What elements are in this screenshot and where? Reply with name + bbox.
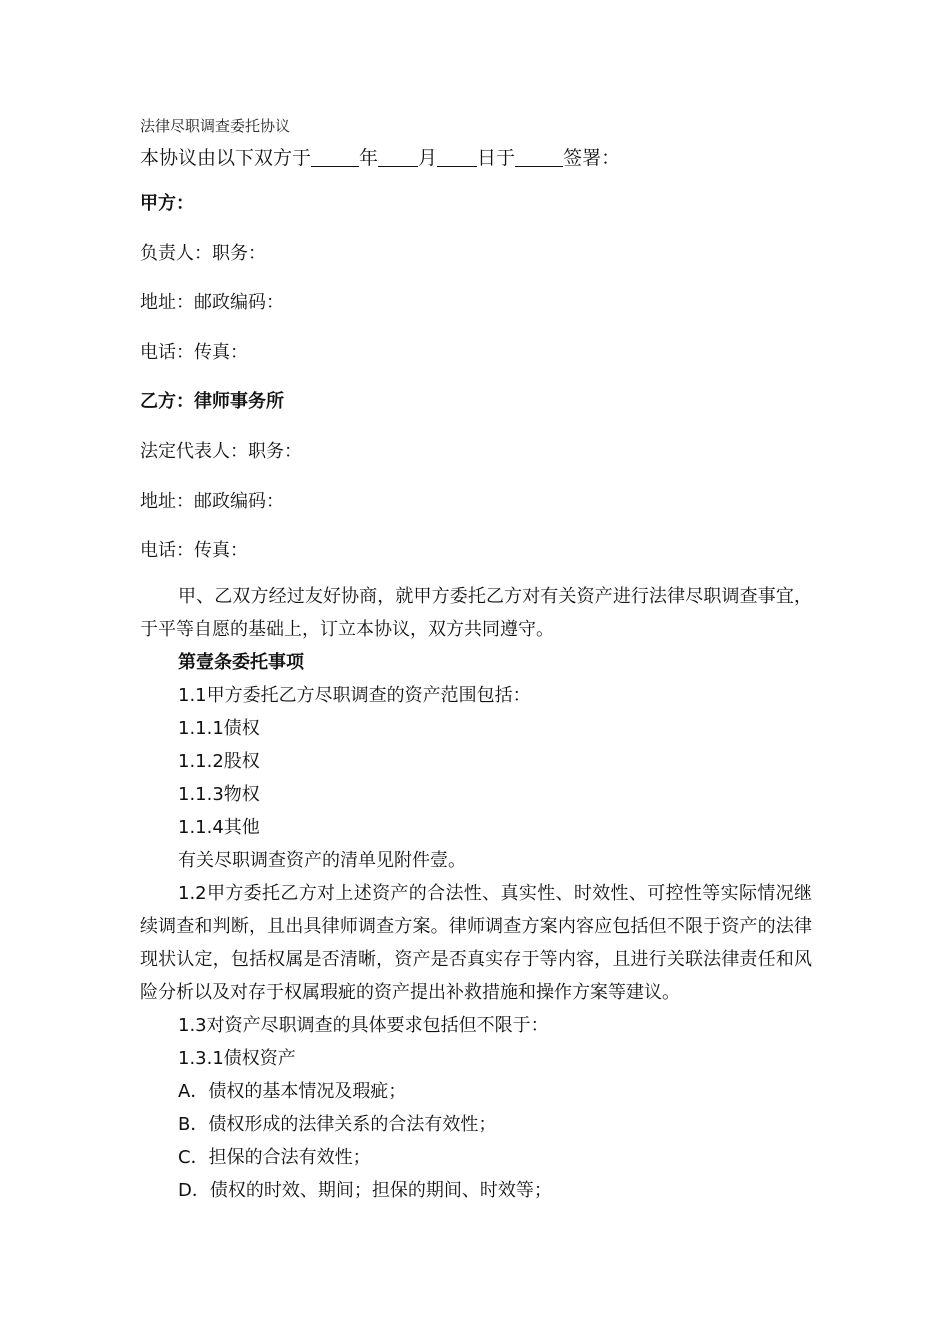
document-title: 法律尽职调查委托协议 xyxy=(140,117,291,135)
list-item: A．债权的基本情况及瑕疵； xyxy=(178,1080,407,1102)
article-1-heading: 第壹条委托事项 xyxy=(178,651,304,673)
month-label: 月 xyxy=(418,147,438,169)
document-page xyxy=(140,112,812,1207)
month-blank xyxy=(378,144,418,167)
intro-paragraph: 甲、乙双方经过友好协商，就甲方委托乙方对有关资产进行法律尽职调查事宜，于平等自愿的基础上，订立本协议，双方共同遵守。 xyxy=(140,585,812,640)
party-a-address: 地址：邮政编码： xyxy=(140,292,284,314)
day-label: 日于 xyxy=(477,147,516,169)
list-item: C．担保的合法有效性； xyxy=(178,1146,371,1168)
list-item: D．债权的时效、期间；担保的期间、时效等； xyxy=(178,1179,552,1201)
year-blank xyxy=(311,144,359,167)
signing-prefix: 本协议由以下双方于 xyxy=(140,147,312,169)
list-item: 1.3.1债权资产 xyxy=(178,1047,296,1069)
list-item: 1.1甲方委托乙方尽职调查的资产范围包括： xyxy=(178,684,531,706)
list-item: 1.1.1债权 xyxy=(178,717,260,739)
party-b-representative: 法定代表人：职务： xyxy=(140,440,302,462)
party-a-heading: 甲方： xyxy=(140,193,194,214)
day-blank xyxy=(437,144,477,167)
party-a-phone: 电话：传真： xyxy=(140,341,248,363)
clause-1-2-paragraph: 1.2甲方委托乙方对上述资产的合法性、真实性、时效性、可控性等实际情况继续调查和判断，且出具律师调查方案。律师调查方案内容应包括但不限于资产的法律现状认定，包括权属是否清晰，资产是否真实存于等内容，且进行关联法律责任和风险分析以及对存于权属瑕疵的资产提出补救措施和操作方案等建议。 xyxy=(140,882,812,1003)
signing-statement xyxy=(140,140,812,176)
list-item: 有关尽职调查资产的清单见附件壹。 xyxy=(178,849,466,871)
party-b-phone: 电话：传真： xyxy=(140,540,248,562)
list-item: B．债权形成的法律关系的合法有效性； xyxy=(178,1113,497,1135)
agreement-body xyxy=(140,580,812,1207)
list-item: 1.1.4其他 xyxy=(178,816,260,838)
year-label: 年 xyxy=(359,147,379,169)
place-blank xyxy=(515,144,563,167)
list-item: 1.1.3物权 xyxy=(178,783,260,805)
signing-suffix: 签署： xyxy=(563,147,621,169)
party-b-heading: 乙方：律师事务所 xyxy=(140,391,284,413)
list-item: 1.3对资产尽职调查的具体要求包括但不限于： xyxy=(178,1014,549,1036)
list-item: 1.1.2股权 xyxy=(178,750,260,772)
party-a-responsible: 负责人：职务： xyxy=(140,242,266,264)
parties-section xyxy=(140,190,812,565)
party-b-address: 地址：邮政编码： xyxy=(140,490,284,512)
